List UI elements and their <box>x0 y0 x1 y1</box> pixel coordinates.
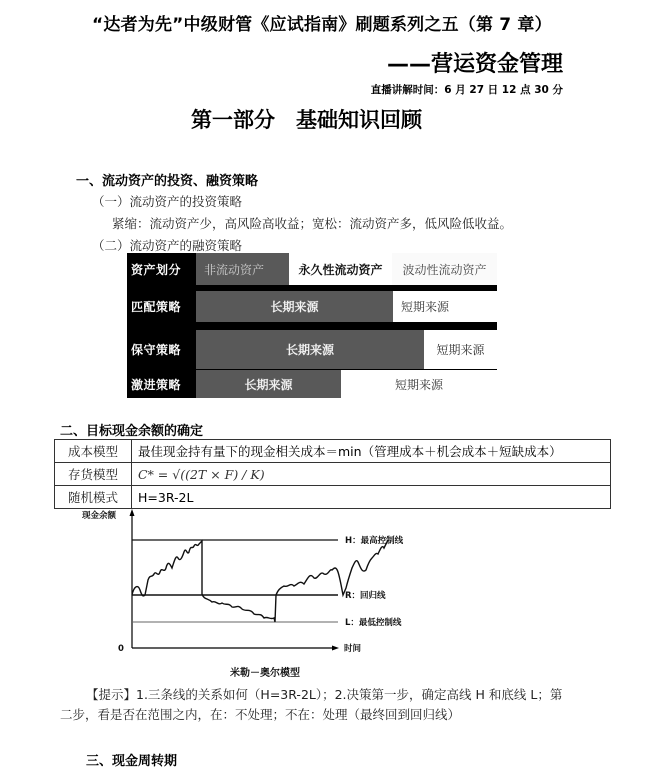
x-axis-label: 时间 <box>344 644 362 654</box>
strategy-row-aggressive <box>127 370 497 398</box>
l-line-label: L：最低控制线 <box>345 618 402 628</box>
model-description: H=3R-2L <box>132 486 611 509</box>
fluctuating-current-assets: 波动性流动资产 <box>392 253 497 285</box>
r-line-label: R：回归线 <box>345 591 386 601</box>
cash-model-table <box>54 439 611 509</box>
tip-line-1: 【提示】1.三条线的关系如何（H=3R-2L）；2.决策第一步，确定高线 H 和底线 L；第 <box>86 687 563 702</box>
section1-sub2: （二）流动资产的融资策略 <box>92 238 243 253</box>
part-title: 第一部分 基础知识回顾 <box>191 108 422 132</box>
table-row <box>55 440 611 463</box>
miller-orr-chart <box>80 508 420 683</box>
model-name: 存货模型 <box>55 463 132 486</box>
model-name: 成本模型 <box>55 440 132 463</box>
section1-sub1: （一）流动资产的投资策略 <box>92 194 243 209</box>
financing-strategy-table <box>127 253 497 398</box>
section2-heading: 二、目标现金余额的确定 <box>60 424 204 439</box>
short-term-source: 短期来源 <box>393 291 497 322</box>
long-term-source: 长期来源 <box>196 330 424 369</box>
permanent-current-assets: 永久性流动资产 <box>289 253 392 285</box>
table-row <box>55 486 611 509</box>
y-axis-arrow-icon <box>130 509 135 516</box>
table-row <box>55 463 611 486</box>
non-current-assets: 非流动资产 <box>196 253 289 285</box>
live-time: 直播讲解时间：6 月 27 日 12 点 30 分 <box>370 84 563 96</box>
h-line-label: H：最高控制线 <box>345 536 404 546</box>
model-description: 最佳现金持有量下的现金相关成本＝min（管理成本＋机会成本＋短缺成本） <box>132 440 611 463</box>
strategy-row-conservative <box>127 330 497 369</box>
long-term-source: 长期来源 <box>196 291 393 322</box>
x-axis-arrow-icon <box>332 646 339 651</box>
short-term-source: 短期来源 <box>341 370 497 398</box>
model-formula: C* = √((2T × F) / K) <box>132 463 611 486</box>
short-term-source: 短期来源 <box>424 330 497 369</box>
strategy-label: 激进策略 <box>131 377 182 392</box>
strategy-label: 保守策略 <box>131 343 182 357</box>
strategy-header-label: 资产划分 <box>131 262 182 277</box>
document-subtitle: ——营运资金管理 <box>386 52 563 77</box>
tip-line-2: 二步，看是否在范围之内，在：不处理；不在：处理（最终回到回归线） <box>60 707 461 722</box>
strategy-header-row <box>127 253 497 285</box>
long-term-source: 长期来源 <box>196 370 341 398</box>
document-title: “达者为先”中级财管《应试指南》刷题系列之五（第 7 章） <box>92 15 552 35</box>
origin-label: 0 <box>118 644 124 654</box>
cash-balance-line <box>132 540 388 622</box>
strategy-label: 匹配策略 <box>131 300 182 314</box>
section1-heading: 一、流动资产的投资、融资策略 <box>76 174 259 189</box>
strategy-row-matching <box>127 291 497 322</box>
y-axis-label: 现金余额 <box>82 511 117 521</box>
model-name: 随机模式 <box>55 486 132 509</box>
section3-heading: 三、现金周转期 <box>86 754 178 769</box>
chart-caption: 米勒－奥尔模型 <box>230 668 300 679</box>
section1-sub1-text: 紧缩：流动资产少，高风险高收益；宽松：流动资产多，低风险低收益。 <box>112 216 513 231</box>
